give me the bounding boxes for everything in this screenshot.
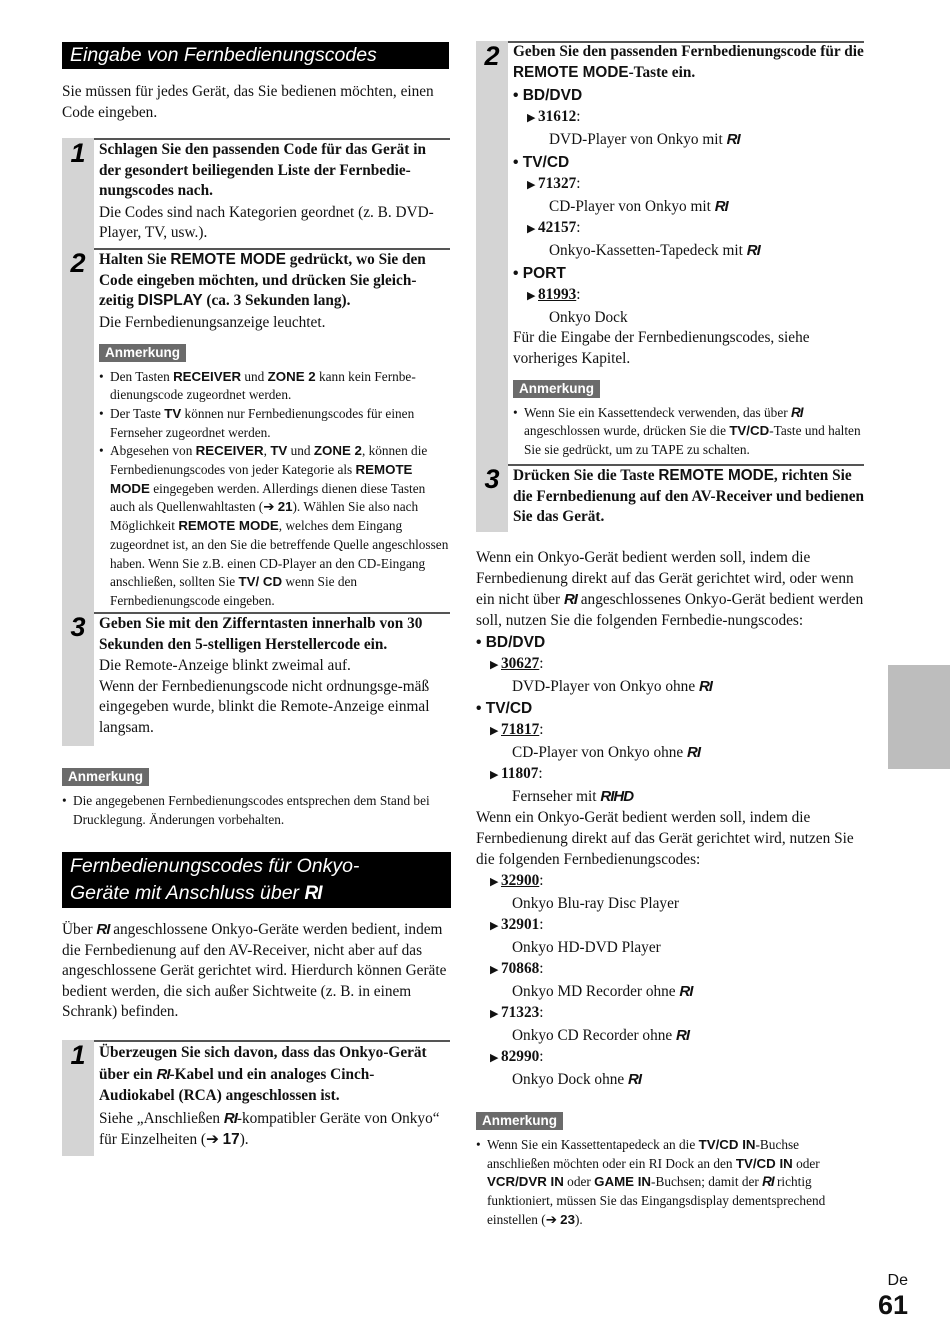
code-description: Onkyo HD-DVD Player (512, 939, 661, 956)
code-description: Onkyo MD Recorder ohne RI (512, 983, 693, 1000)
code-line: ▶ 11807: (476, 763, 864, 786)
step-instruction: Geben Sie den passenden Fernbedienungscode für die REMOTE MODE-Taste ein. (513, 43, 864, 81)
step-1-box (62, 138, 450, 248)
code-line: ▶ 81993: (513, 284, 868, 307)
triangle-right-icon: ▶ (527, 223, 536, 235)
code-line: ▶ 31612: (513, 106, 868, 129)
triangle-right-icon: ▶ (490, 920, 499, 932)
ri-logo: RI (714, 198, 728, 215)
language-code: De (887, 1272, 908, 1289)
step-number: 2 (484, 41, 500, 71)
ri-logo: RI (96, 921, 110, 938)
triangle-right-icon: ▶ (490, 659, 499, 671)
code-description: DVD-Player von Onkyo ohne RI (512, 678, 712, 695)
note-item: • Der Taste TV können nur Fernbedienungscodes für einen Fernseher zugeordnet werden. (99, 405, 450, 442)
note-label: Anmerkung (476, 1112, 563, 1130)
step-2-box (62, 248, 450, 612)
category-tv-cd: • TV/CD (476, 700, 533, 717)
code-line: ▶ 32901: (476, 914, 864, 937)
triangle-right-icon: ▶ (490, 876, 499, 888)
code-line: ▶ 82990: (476, 1046, 864, 1069)
step-explanation: Für die Eingabe der Fernbedienungscodes, siehe vorheriges Kapitel. (513, 329, 810, 367)
ri-logo: RI (563, 591, 577, 608)
chapter-tab (888, 665, 950, 769)
triangle-right-icon: ▶ (490, 964, 499, 976)
step-explanation: Wenn der Fernbedienungscode nicht ordnungsge-mäß eingegeben wurde, blinkt die Remote-Anzeige einmal langsam. (99, 677, 430, 736)
code-description: Onkyo Blu-ray Disc Player (512, 895, 679, 912)
code-description: CD-Player von Onkyo ohne RI (512, 744, 701, 761)
direct-codes-intro: Wenn ein Onkyo-Gerät bedient werden soll, indem die Fernbedienung direkt auf das Gerät gerichtet wird, oder wenn ein nicht über RI angeschlossenes Onkyo-Gerät bedient werden soll, nutzen Sie die folgenden Fernbedie-nungscodes: (476, 549, 864, 629)
step-instruction: Überzeugen Sie sich davon, dass das Onkyo-Gerät über ein RI-Kabel und ein analoges Cinch-Audiokabel (RCA) angeschlossen ist. (99, 1044, 427, 1104)
step-instruction: Halten Sie REMOTE MODE gedrückt, wo Sie den Code eingeben möchten, und drücken Sie gleich-zeitig DISPLAY (ca. 3 Sekunden lang). (99, 251, 426, 309)
triangle-right-icon: ▶ (527, 112, 536, 124)
category-bd-dvd: • BD/DVD (476, 634, 546, 651)
code-line: ▶ 71327: (513, 173, 868, 196)
note-label: Anmerkung (513, 380, 600, 398)
step-3-box (62, 612, 450, 746)
triangle-right-icon: ▶ (527, 290, 536, 302)
triangle-right-icon: ▶ (490, 1052, 499, 1064)
step-explanation: Die Fernbedienungsanzeige leuchtet. (99, 313, 326, 331)
page-number: 61 (877, 1290, 908, 1320)
code-description: Onkyo CD Recorder ohne RI (512, 1027, 689, 1044)
ri-logo: RI (687, 744, 701, 761)
ri-logo: RI (675, 1027, 689, 1044)
step-explanation: Siehe „Anschließen RI-kompatibler Geräte von Onkyo“ für Einzelheiten (➔ 17). (99, 1109, 440, 1148)
code-description: Fernseher mit RIHD (512, 788, 634, 805)
step-1-ri-box (62, 1040, 450, 1156)
note-item: • Den Tasten RECEIVER und ZONE 2 kann kein Fernbe-dienungscode zugeordnet werden. (99, 368, 450, 405)
ri-logo: RI (628, 1071, 641, 1088)
category-port: • PORT (513, 265, 566, 282)
step-3-ri-box (476, 464, 864, 532)
step-explanation: Die Remote-Anzeige blinkt zweimal auf. (99, 657, 351, 674)
code-line: ▶ 71817: (476, 719, 864, 742)
direct-codes-intro-2: Wenn ein Onkyo-Gerät bedient werden soll, indem die Fernbedienung direkt auf das Gerät gerichtet wird, nutzen Sie die folgenden Fernbedienungscodes: (476, 809, 854, 868)
step-number: 1 (70, 138, 86, 168)
triangle-right-icon: ▶ (490, 769, 499, 781)
code-line: ▶ 42157: (513, 217, 868, 240)
ri-logo: RI (791, 404, 803, 420)
step-number: 1 (70, 1040, 86, 1070)
note-item: • Wenn Sie ein Kassettentapedeck an die TV/CD IN-Buchse anschließen möchten oder ein RI Dock an den TV/CD IN oder VCR/DVR IN oder GAME IN-Buchsen; damit der RI richtig funktioniert, müssen Sie das Eingangsdisplay dementsprechend einstellen (➔ 23). (476, 1136, 864, 1230)
section-title-code-entry: Eingabe von Fernbedienungscodes (62, 42, 449, 69)
note-item: • Wenn Sie ein Kassettendeck verwenden, das über RI angeschlossen wurde, drücken Sie die TV/CD-Taste und halten Sie sie gedrückt, um zu TAPE zu schalten. (513, 404, 868, 460)
ri-logo: RI (223, 1109, 237, 1127)
note-list (99, 368, 450, 611)
intro-paragraph: Sie müssen für jedes Gerät, das Sie bedienen möchten, einen Code eingeben. (62, 83, 434, 121)
ri-logo: RI (679, 983, 693, 1000)
note-list (513, 404, 868, 460)
step-number: 3 (484, 464, 500, 494)
code-line: ▶ 70868: (476, 958, 864, 981)
ri-logo: RI (156, 1065, 170, 1083)
direct-codes-section (476, 547, 864, 1090)
step-number: 2 (70, 248, 86, 278)
step-instruction: Drücken Sie die Taste REMOTE MODE, richten Sie die Fernbedienung auf den AV-Receiver und bedienen Sie das Gerät. (513, 467, 865, 525)
code-description: DVD-Player von Onkyo mit RI (549, 131, 740, 148)
category-tv-cd: • TV/CD (513, 154, 570, 171)
note-label: Anmerkung (62, 768, 149, 786)
note-list (476, 1136, 864, 1230)
triangle-right-icon: ▶ (527, 179, 536, 191)
ri-logo: RI (304, 883, 322, 904)
code-line: ▶ 71323: (476, 1002, 864, 1025)
step-explanation: Die Codes sind nach Kategorien geordnet (z. B. DVD-Player, TV, usw.). (99, 203, 434, 241)
ri-logo: RI (762, 1174, 774, 1190)
ri-logo: RI (698, 678, 712, 695)
note-list (62, 792, 450, 829)
note-item: • Die angegebenen Fernbedienungscodes entsprechen dem Stand bei Drucklegung. Änderungen vorbehalten. (62, 792, 450, 829)
code-description: Onkyo-Kassetten-Tapedeck mit RI (549, 242, 760, 259)
note-label: Anmerkung (99, 344, 186, 362)
code-description: Onkyo Dock (549, 309, 628, 326)
ri-intro-paragraph: Über RI angeschlossene Onkyo-Geräte werden bedient, indem die Fernbedienung auf den AV-Receiver, nicht aber auf das angeschlossene Gerät gerichtet wird. Hierdurch können Geräte bedient werden, die sich außer Sichtweite (z. B. in einem Schrank) befinden. (62, 921, 447, 1020)
triangle-right-icon: ▶ (490, 725, 499, 737)
step-number: 3 (70, 612, 86, 642)
code-description: CD-Player von Onkyo mit RI (549, 198, 728, 215)
ri-logo: RI (726, 131, 740, 148)
code-line: ▶ 32900: (476, 870, 864, 893)
page-footer (878, 1272, 908, 1320)
step-2-ri-box (476, 41, 864, 464)
rihd-logo: RIHD (600, 788, 634, 805)
code-line: ▶ 30627: (476, 653, 864, 676)
ri-logo: RI (746, 242, 760, 259)
note-item: • Abgesehen von RECEIVER, TV und ZONE 2, können die Fernbedienungscodes von jeder Kategorie als REMOTE MODE eingegeben werden. Allerdings dienen diese Tasten auch als Quellenwahltasten (➔ 21). Wählen Sie also nach Möglichkeit REMOTE MODE, welches dem Eingang zugeordnet ist, an den Sie die betreffende Quelle angeschlossen haben. Wenn Sie z.B. einen CD-Player an den CD-Eingang anschließen, sollten Sie TV/ CD wenn Sie den Fernbedienungscode eingeben. (99, 442, 450, 610)
section-title-ri-codes: Fernbedienungscodes für Onkyo- Geräte mit Anschluss über RI (62, 852, 451, 908)
triangle-right-icon: ▶ (490, 1008, 499, 1020)
code-description: Onkyo Dock ohne RI (512, 1071, 641, 1088)
step-instruction: Geben Sie mit den Zifferntasten innerhalb von 30 Sekunden den 5-stelligen Herstellercode ein. (99, 615, 423, 653)
category-bd-dvd: • BD/DVD (513, 87, 583, 104)
step-instruction: Schlagen Sie den passenden Code für das Gerät in der gesondert beiliegenden Liste der Fernbedie-nungscodes nach. (99, 141, 426, 199)
